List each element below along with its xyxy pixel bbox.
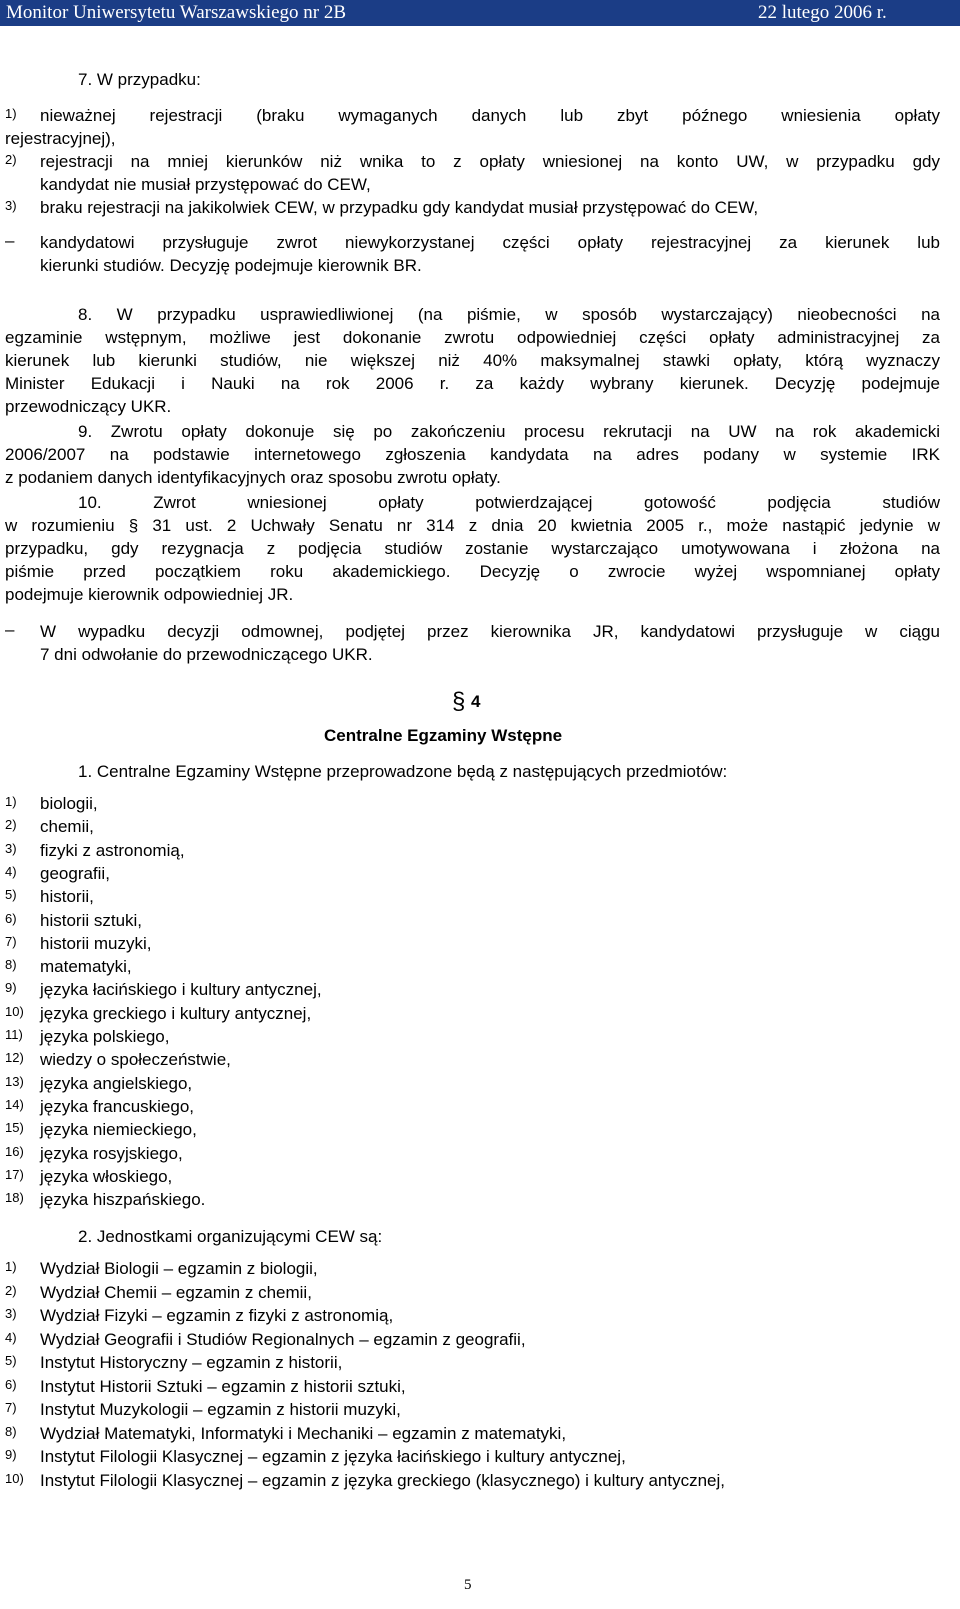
p10-line: w rozumieniu § 31 ust. 2 Uchwały Senatu nr 314 z dnia 20 kwietnia 2005 r., może nastąpić jedynie w bbox=[5, 516, 940, 535]
list-item-number: 7) bbox=[5, 1400, 17, 1415]
list-item-text: Instytut Filologii Klasycznej – egzamin z języka łacińskiego i kultury antycznej, bbox=[40, 1447, 626, 1466]
p10-line: przypadku, gdy rezygnacja z podjęcia studiów zostanie wystarczająco umotywowana i złożona na bbox=[5, 539, 940, 558]
list-item-number: 2) bbox=[5, 817, 17, 833]
list-item-number: 5) bbox=[5, 1353, 17, 1368]
section-title: Centralne Egzaminy Wstępne bbox=[324, 726, 563, 745]
p9-line: 9. Zwrotu opłaty dokonuje się po zakończeniu procesu rekrutacji na UW na rok akademicki bbox=[78, 422, 940, 441]
p10-line: piśmie przed początkiem roku akademickiego. Decyzję o zwrocie wyżej wspomnianej opłaty bbox=[5, 562, 940, 581]
p10-dash: – bbox=[5, 620, 15, 639]
p8-line: kierunek lub kierunki studiów, nie większej niż 40% maksymalnej stawki opłaty, którą wyznaczy bbox=[5, 351, 940, 370]
list-item-number: 1) bbox=[5, 794, 17, 809]
page-number: 5 bbox=[464, 1577, 472, 1593]
list-item-text: Wydział Fizyki – egzamin z fizyki z astronomią, bbox=[40, 1306, 394, 1325]
list-item-text: Instytut Historii Sztuki – egzamin z historii sztuki, bbox=[40, 1376, 406, 1396]
p7-item-text-cont: rejestracyjnej), bbox=[5, 129, 116, 148]
section-symbol: § bbox=[452, 688, 466, 715]
list-item-text: biologii, bbox=[40, 794, 98, 813]
list-item-text: chemii, bbox=[40, 817, 94, 837]
p8-line: Minister Edukacji i Nauki na rok 2006 r. za każdy wybrany kierunek. Decyzję podejmuje bbox=[5, 374, 940, 393]
p7-item-text-cont: kandydat nie musiał przystępować do CEW, bbox=[40, 175, 371, 194]
list-item-number: 13) bbox=[5, 1073, 24, 1089]
list-item-number: 6) bbox=[5, 910, 17, 926]
list-item-number: 2) bbox=[5, 1282, 17, 1298]
header-bar bbox=[0, 0, 960, 26]
list-item-text: języka francuskiego, bbox=[40, 1096, 195, 1116]
list-item-text: Wydział Geografii i Studiów Regionalnych – egzamin z geografii, bbox=[40, 1329, 526, 1349]
p10-line: 10. Zwrot wniesionej opłaty potwierdzającej gotowość podjęcia studiów bbox=[78, 493, 940, 512]
list-item-text: Wydział Biologii – egzamin z biologii, bbox=[40, 1259, 318, 1278]
p7-conclusion: kandydatowi przysługuje zwrot niewykorzystanej części opłaty rejestracyjnej za kierunek lub bbox=[40, 233, 940, 252]
list-item-number: 16) bbox=[5, 1143, 24, 1159]
p9-line-last: z podaniem danych identyfikacyjnych oraz sposobu zwrotu opłaty. bbox=[5, 468, 501, 487]
p7-item-num: 2) bbox=[5, 152, 17, 167]
list-item-number: 3) bbox=[5, 1306, 17, 1321]
p10-appeal-cont: 7 dni odwołanie do przewodniczącego UKR. bbox=[40, 645, 373, 664]
list-item-number: 9) bbox=[5, 1447, 17, 1462]
list-item-number: 6) bbox=[5, 1376, 17, 1392]
list-item-text: Wydział Matematyki, Informatyki i Mechaniki – egzamin z matematyki, bbox=[40, 1423, 567, 1443]
subjects-intro: 1. Centralne Egzaminy Wstępne przeprowadzone będą z następujących przedmiotów: bbox=[78, 762, 728, 781]
p7-item-text: braku rejestracji na jakikolwiek CEW, w przypadku gdy kandydat musiał przystępować do CEW, bbox=[40, 198, 759, 217]
p7-item-num: 3) bbox=[5, 198, 17, 213]
list-item-text: geografii, bbox=[40, 863, 110, 883]
list-item-number: 12) bbox=[5, 1050, 24, 1066]
list-item-number: 17) bbox=[5, 1166, 24, 1182]
p8-line-last: przewodniczący UKR. bbox=[5, 397, 172, 416]
list-item-text: języka polskiego, bbox=[40, 1027, 170, 1046]
list-item-text: historii, bbox=[40, 887, 94, 907]
p8-line: egzaminie wstępnym, możliwe jest dokonanie zwrotu odpowiedniej części opłaty administracyjnej za bbox=[5, 328, 940, 347]
list-item-text: języka łacińskiego i kultury antycznej, bbox=[40, 980, 322, 1000]
list-item-text: języka greckiego i kultury antycznej, bbox=[40, 1003, 312, 1023]
list-item-text: języka włoskiego, bbox=[40, 1166, 173, 1186]
p10-appeal: W wypadku decyzji odmownej, podjętej przez kierownika JR, kandydatowi przysługuje w ciągu bbox=[40, 622, 940, 641]
list-item-number: 9) bbox=[5, 980, 17, 996]
p7-title: 7. W przypadku: bbox=[78, 70, 201, 89]
list-item-text: języka rosyjskiego, bbox=[40, 1143, 183, 1163]
list-item-text: matematyki, bbox=[40, 957, 132, 977]
p10-line-last: podejmuje kierownik odpowiedniej JR. bbox=[5, 585, 294, 604]
publication-date: 22 lutego 2006 r. bbox=[758, 2, 887, 23]
list-item-text: fizyki z astronomią, bbox=[40, 840, 185, 860]
list-item-number: 4) bbox=[5, 863, 17, 879]
p9-line: 2006/2007 na podstawie internetowego zgłoszenia kandydata na adres podany w systemie IRK bbox=[5, 445, 940, 464]
list-item-text: Instytut Historyczny – egzamin z historii, bbox=[40, 1353, 343, 1372]
list-item-number: 7) bbox=[5, 933, 17, 949]
list-item-number: 8) bbox=[5, 957, 17, 973]
list-item-number: 3) bbox=[5, 840, 17, 856]
list-item-number: 14) bbox=[5, 1096, 24, 1112]
list-item-number: 18) bbox=[5, 1190, 24, 1206]
list-item-number: 1) bbox=[5, 1259, 17, 1274]
list-item-number: 10) bbox=[5, 1470, 24, 1486]
section-number: 4 bbox=[471, 692, 481, 711]
list-item-number: 5) bbox=[5, 887, 17, 903]
publication-title: Monitor Uniwersytetu Warszawskiego nr 2B bbox=[6, 2, 347, 23]
list-item-number: 15) bbox=[5, 1120, 24, 1136]
list-item-text: historii sztuki, bbox=[40, 910, 143, 930]
list-item-number: 8) bbox=[5, 1423, 17, 1439]
list-item-text: wiedzy o społeczeństwie, bbox=[40, 1050, 231, 1070]
list-item-text: języka angielskiego, bbox=[40, 1073, 193, 1093]
list-item-number: 10) bbox=[5, 1003, 24, 1019]
list-item-number: 11) bbox=[5, 1027, 23, 1042]
list-item-text: Instytut Muzykologii – egzamin z historii muzyki, bbox=[40, 1400, 401, 1419]
p7-conclusion-cont: kierunki studiów. Decyzję podejmuje kierownik BR. bbox=[40, 256, 422, 275]
p7-dash: – bbox=[5, 231, 15, 250]
list-item-text: historii muzyki, bbox=[40, 933, 152, 953]
p7-item-text: nieważnej rejestracji (braku wymaganych danych lub zbyt późnego wniesienia opłaty bbox=[40, 106, 940, 125]
list-item-number: 4) bbox=[5, 1329, 17, 1345]
list-item-text: języka niemieckiego, bbox=[40, 1120, 197, 1140]
list-item-text: Instytut Filologii Klasycznej – egzamin z języka greckiego (klasycznego) i kultury antycznej, bbox=[40, 1470, 726, 1490]
p8-line: 8. W przypadku usprawiedliwionej (na piśmie, w sposób wystarczający) nieobecności na bbox=[78, 305, 940, 324]
p7-item-num: 1) bbox=[5, 106, 17, 121]
p7-item-text: rejestracji na mniej kierunków niż wnika to z opłaty wniesionej na konto UW, w przypadku gdy bbox=[40, 152, 940, 171]
list-item-text: Wydział Chemii – egzamin z chemii, bbox=[40, 1282, 312, 1302]
units-intro: 2. Jednostkami organizującymi CEW są: bbox=[78, 1227, 383, 1246]
list-item-text: języka hiszpańskiego. bbox=[40, 1190, 206, 1210]
